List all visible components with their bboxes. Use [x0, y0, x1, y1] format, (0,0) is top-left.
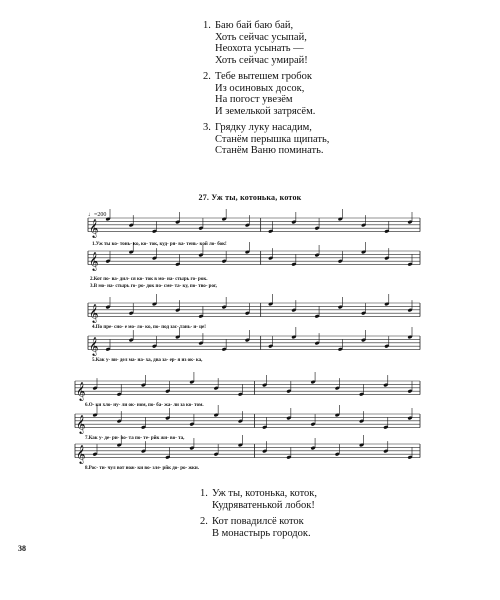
page-number: 38 — [18, 544, 26, 553]
lyric-line: 5.Как у- ви- дел ма- на- ха, два за- ер- я из ок- ка, — [92, 358, 203, 363]
verse-line: Грядку луку насадим, — [215, 122, 312, 133]
verse-line: Уж ты, котонька, коток, — [212, 488, 318, 499]
song-title: 27. Уж ты, котонька, коток — [198, 193, 302, 202]
verse-number: 1. — [200, 488, 208, 499]
lyric-line: 6.О- ки хло- ну- ли ок- ном, по- ба- жа- ли за ко- том. — [85, 403, 204, 408]
treble-clef: 𝄞 — [89, 218, 99, 238]
verse-line: На погост увезём — [215, 94, 293, 105]
verse — [200, 516, 317, 539]
verse-line: Хоть сейчас усыпай, — [215, 31, 307, 43]
verse-number: 1. — [203, 20, 211, 31]
treble-clef: 𝄞 — [76, 381, 86, 401]
verse-line: Хоть сейчас умирай! — [215, 54, 308, 66]
treble-clef: 𝄞 — [89, 336, 99, 356]
verse-line: Станём Ваню поминать. — [215, 145, 324, 156]
verse-line: И земелькой затрясём. — [215, 105, 316, 117]
lyric-line: 7.Как у- де- ри- во- та по- те- рйк жи- во- та, — [85, 436, 185, 441]
lyric-line: 8.Рос- ти- чул вот нож- ки во- зле- рйк до- ро- жки. — [85, 466, 200, 471]
verse-line: Из осиновых досок, — [215, 82, 305, 94]
lyric-line: 3.В мо- на- стырь го- ро- док по- сме- та- ку, по- тво- рог, — [90, 284, 217, 289]
verse-line: Неохота усынать — — [215, 43, 304, 54]
verse-line: Станём перышка щипать, — [215, 133, 330, 145]
verse-number: 3. — [203, 122, 211, 133]
lyric-line: 2.Кот по- ва- дил- ся ко- ток в мо- на- стырь го- рок. — [90, 277, 208, 282]
verse-line: Тебе вытешем гробок — [215, 71, 312, 82]
verse-line: В монастырь городок. — [212, 527, 311, 539]
treble-clef: 𝄞 — [76, 444, 86, 464]
verse-number: 2. — [203, 71, 211, 82]
treble-clef: 𝄞 — [89, 303, 99, 323]
treble-clef: 𝄞 — [76, 414, 86, 434]
tempo-marking: ♩=200 — [88, 212, 107, 218]
verse-line: Кудряватенькой лобок! — [212, 499, 315, 511]
verses-bottom — [200, 488, 317, 544]
lyric-line: 4.По пре- сно- е мо- ло- ко, по- под зас- тань- и- це! — [92, 325, 206, 330]
treble-clef: 𝄞 — [89, 251, 99, 271]
verse-number: 2. — [200, 516, 208, 527]
verse-line: Баю бай баю бай, — [215, 20, 294, 31]
lyric-line: 1.Уж ты ко- тонь- ко, ко- ток, куд- ря- ва- тень- кой ло- бок! — [92, 242, 227, 247]
verse — [200, 488, 317, 511]
verse-line: Кот повадилсё коток — [212, 516, 304, 527]
